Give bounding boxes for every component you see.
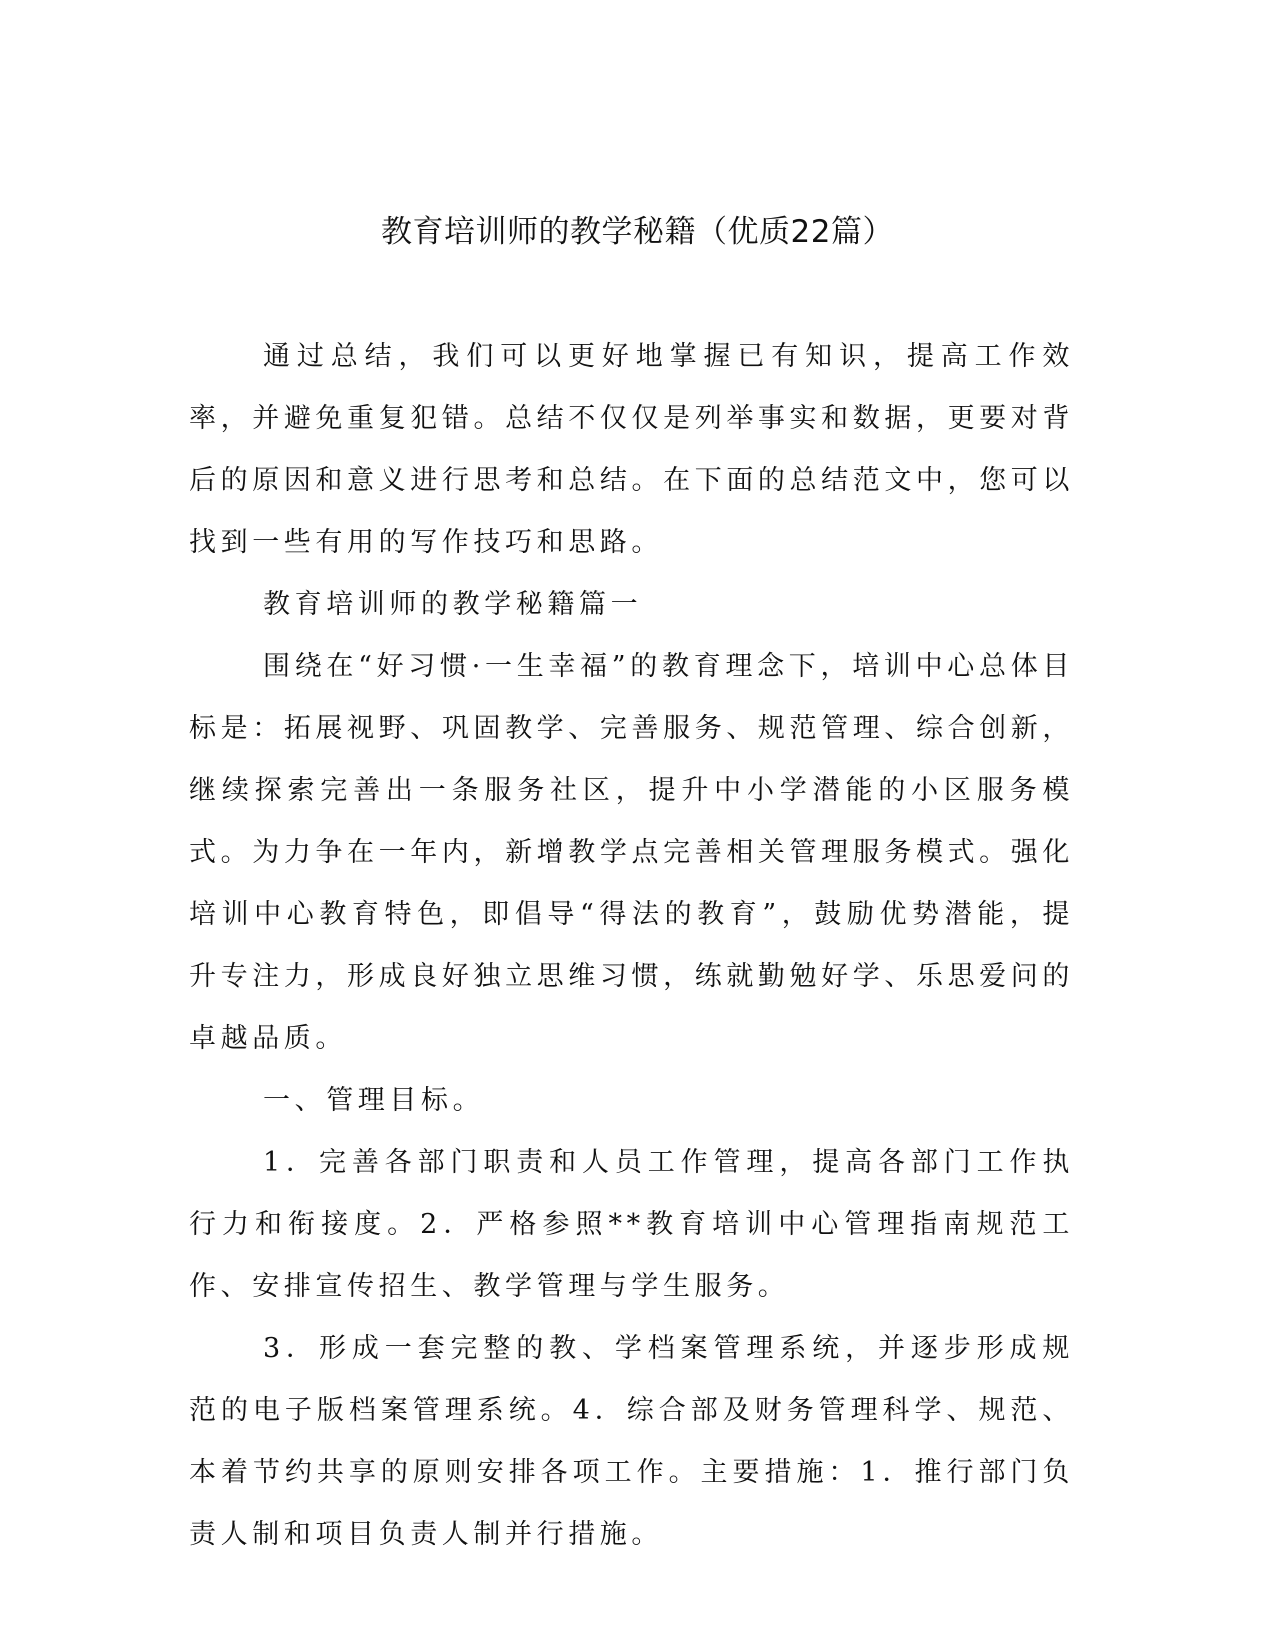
document-title: 教育培训师的教学秘籍（优质22篇）	[381, 214, 894, 250]
section-heading: 教育培训师的教学秘籍篇一	[263, 589, 643, 620]
goals-paragraph: 围绕在“好习惯·一生幸福”的教育理念下，培训中心总体目标是：拓展视野、巩固教学、完善服务、规范管理、综合创新，继续探索完善出一条服务社区，提升中小学潜能的小区服务模式。为力争在一年内，新增教学点完善相关管理服务模式。强化培训中心教育特色，即倡导“得法的教育”，鼓励优势潜能，提升专注力，形成良好独立思维习惯，练就勤勉好学、乐思爱问的卓越品质。	[189, 651, 1074, 1054]
document-body	[189, 326, 1074, 1566]
management-item-3-4: 3．形成一套完整的教、学档案管理系统，并逐步形成规范的电子版档案管理系统。4．综合部及财务管理科学、规范、本着节约共享的原则安排各项工作。主要措施：1．推行部门负责人制和项目负责人制并行措施。	[189, 1333, 1074, 1550]
management-item-1-2: 1．完善各部门职责和人员工作管理，提高各部门工作执行力和衔接度。2．严格参照**教育培训中心管理指南规范工作、安排宣传招生、教学管理与学生服务。	[189, 1147, 1074, 1302]
intro-paragraph: 通过总结，我们可以更好地掌握已有知识，提高工作效率，并避免重复犯错。总结不仅仅是列举事实和数据，更要对背后的原因和意义进行思考和总结。在下面的总结范文中，您可以找到一些有用的写作技巧和思路。	[189, 341, 1074, 558]
management-heading: 一、管理目标。	[263, 1085, 485, 1116]
